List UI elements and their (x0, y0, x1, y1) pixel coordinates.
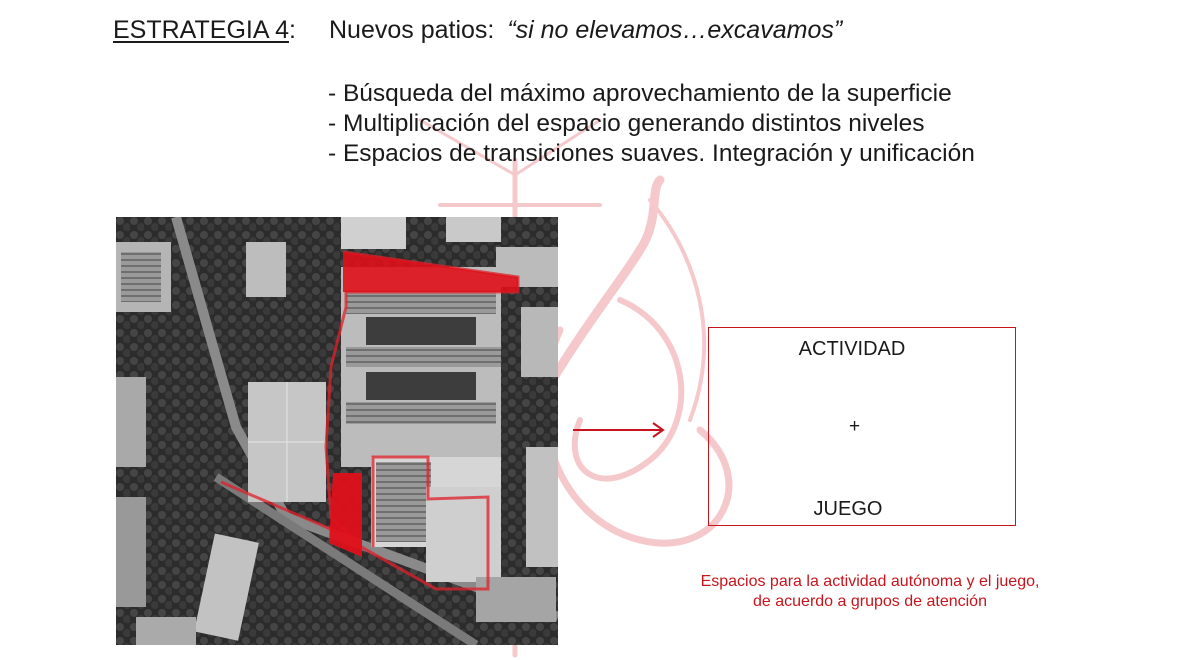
box-bottom-label: JUEGO (813, 498, 883, 520)
arrow-icon (573, 420, 668, 440)
bullet-item: - Multiplicación del espacio generando distintos niveles (328, 110, 925, 137)
section-title-text: Nuevos patios: (329, 16, 495, 44)
caption-text: Espacios para la actividad autónoma y el juego, de acuerdo a grupos de atención (700, 573, 1040, 610)
bullet-item: - Búsqueda del máximo aprovechamiento de la superficie (328, 80, 952, 107)
strategy-heading (113, 16, 296, 45)
strategy-label: ESTRATEGIA 4 (113, 16, 289, 44)
bullet-item: - Espacios de transiciones suaves. Integración y unificación (328, 140, 975, 167)
strategy-colon: : (288, 16, 296, 44)
bullet-list (328, 79, 975, 169)
section-title (329, 16, 842, 45)
activity-game-box (708, 327, 1016, 526)
plus-sign: + (849, 416, 861, 437)
section-quote: “si no elevamos…excavamos” (507, 16, 843, 44)
aerial-photo (116, 217, 558, 645)
box-top-label: ACTIVIDAD (798, 338, 906, 360)
